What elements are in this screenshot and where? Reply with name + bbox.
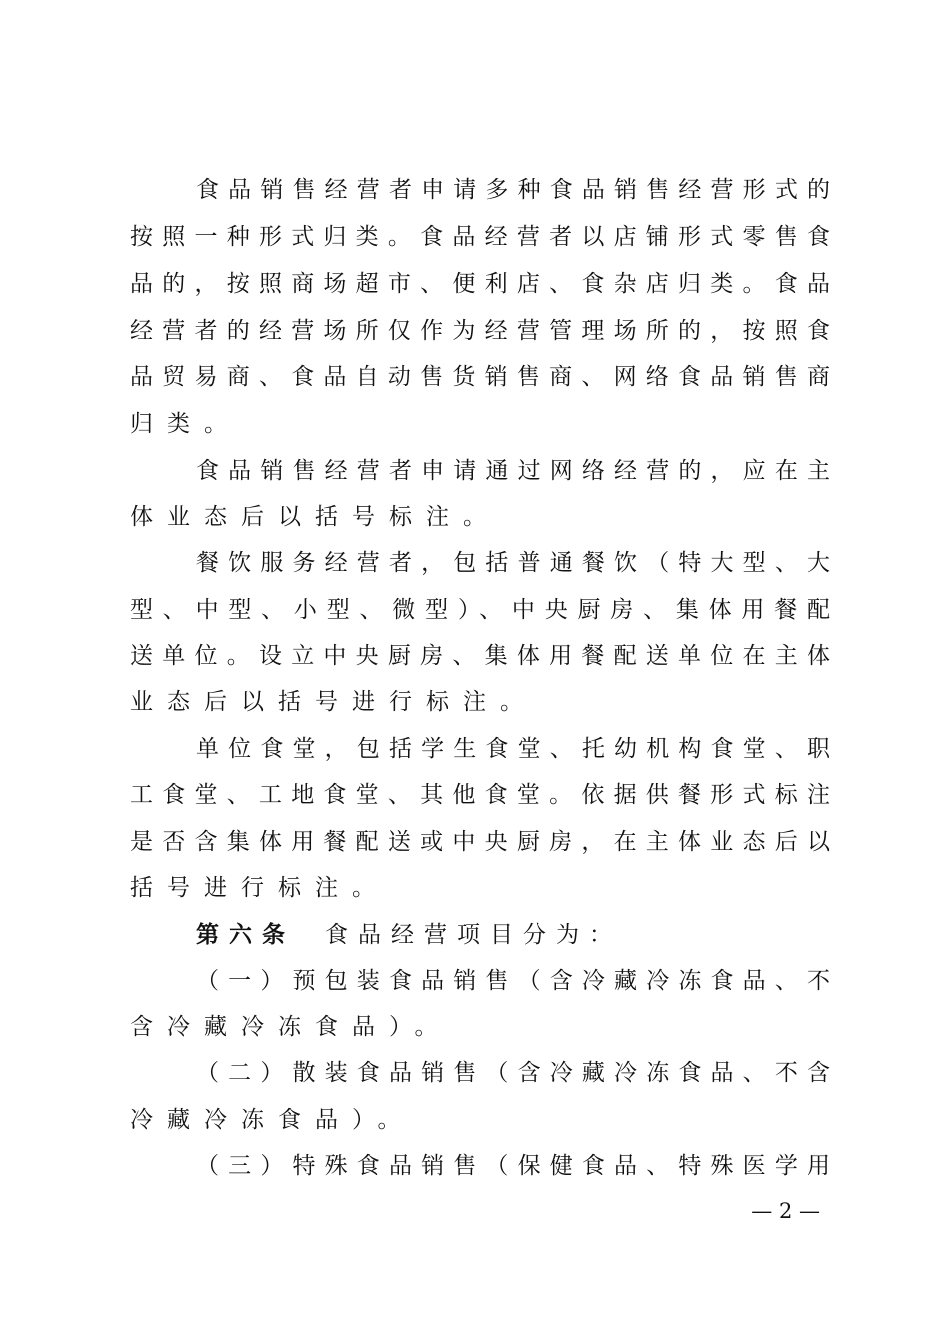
text-line: 工食堂、工地食堂、其他食堂。依据供餐形式标注 bbox=[130, 782, 830, 808]
page-number: — 2 — bbox=[751, 1199, 820, 1223]
text-line: （二）散装食品销售（含冷藏冷冻食品、不含 bbox=[196, 1060, 830, 1086]
text-line: 归类。 bbox=[130, 411, 241, 437]
text-line: 经营者的经营场所仅作为经营管理场所的，按照食 bbox=[130, 318, 830, 344]
text-line: 括号进行标注。 bbox=[130, 875, 389, 901]
text-line: 型、中型、小型、微型）、中央厨房、集体用餐配 bbox=[130, 597, 830, 623]
text-line: 送单位。设立中央厨房、集体用餐配送单位在主体 bbox=[130, 643, 830, 669]
article-line bbox=[196, 915, 830, 955]
article-heading: 第六条 bbox=[196, 922, 295, 948]
text-line: 含冷藏冷冻食品）。 bbox=[130, 1014, 452, 1040]
text-line: 品贸易商、食品自动售货销售商、网络食品销售商 bbox=[130, 364, 830, 390]
text-line: 品的，按照商场超市、便利店、食杂店归类。食品 bbox=[130, 271, 830, 297]
text-line: 餐饮服务经营者，包括普通餐饮（特大型、大 bbox=[196, 550, 830, 576]
text-line: 食品销售经营者申请通过网络经营的，应在主 bbox=[196, 458, 830, 484]
text-line: （一）预包装食品销售（含冷藏冷冻食品、不 bbox=[196, 968, 830, 994]
text-line: 是否含集体用餐配送或中央厨房，在主体业态后以 bbox=[130, 829, 830, 855]
text-line: 体业态后以括号标注。 bbox=[130, 504, 500, 530]
text-line: （三）特殊食品销售（保健食品、特殊医学用 bbox=[196, 1153, 830, 1179]
text-line: 冷藏冷冻食品）。 bbox=[130, 1107, 415, 1133]
article-text: 食品经营项目分为： bbox=[325, 922, 622, 948]
text-line: 单位食堂，包括学生食堂、托幼机构食堂、职 bbox=[196, 736, 830, 762]
text-line: 按照一种形式归类。食品经营者以店铺形式零售食 bbox=[130, 224, 830, 250]
text-line: 食品销售经营者申请多种食品销售经营形式的 bbox=[196, 177, 830, 203]
text-line: 业态后以括号进行标注。 bbox=[130, 689, 537, 715]
